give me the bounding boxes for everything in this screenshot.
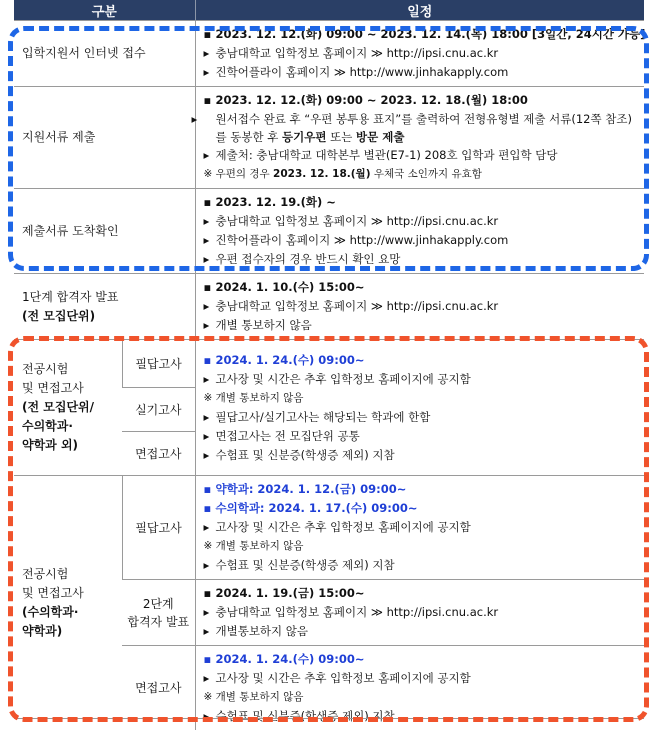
postmark-note: ※ 우편의 경우 2023. 12. 18.(월) 우체국 소인까지 유효함 <box>204 165 641 184</box>
cnu-homepage-link[interactable]: 충남대학교 입학정보 홈페이지 ≫ http://ipsi.cnu.ac.kr <box>216 299 499 313</box>
date-line: ▪ 2024. 1. 10.(수) 15:00~ <box>204 278 641 297</box>
submission-instruction: ▸ 원서접수 완료 후 “우편 봉투용 표지”를 출력하여 전형유형별 제출 서류(12쪽 참조)를 동봉한 후 등기우편 또는 방문 제출 <box>204 110 641 146</box>
vet-date: ▪ 수의학과: 2024. 1. 17.(수) 09:00~ <box>204 499 641 518</box>
table-bottom-rule <box>14 718 644 719</box>
row-online-application <box>14 21 644 87</box>
row-exam-vet-pharmacy <box>14 476 644 580</box>
date-line: ▪ 2024. 1. 19.(금) 15:00~ <box>204 584 641 603</box>
date-line: ▪ 2023. 12. 19.(화) ~ <box>204 193 641 212</box>
row-detail: ▪ 2023. 12. 12.(화) 09:00 ~ 2023. 12. 14.(목) 18:00 [3일간, 24시간 가능] ▸ 충남대학교 입학정보 홈페이지 ≫ http://ipsi.cnu.ac.kr ▸ 진학어플라이 홈페이지 ≫ http://www.jinhakapply.com <box>195 21 644 87</box>
row-detail: ▪ 약학과: 2024. 1. 12.(금) 09:00~ ▪ 수의학과: 2024. 1. 17.(수) 09:00~ ▸ 고사장 및 시간은 추후 입학정보 홈페이지에 공지함 ※ 개별 통보하지 않음 ▸ 수험표 및 신분증(학생증 제외) 지참 <box>195 476 644 580</box>
pharmacy-date: ▪ 약학과: 2024. 1. 12.(금) 09:00~ <box>204 480 641 499</box>
group-label: 전공시험 및 면접고사 (전 모집단위/ 수의학과· 약학과 외) <box>14 340 122 476</box>
row-detail: ▪ 2023. 12. 12.(화) 09:00 ~ 2023. 12. 18.(월) 18:00 ▸ 원서접수 완료 후 “우편 봉투용 표지”를 출력하여 전형유형별 제출 서류(12쪽 참조)를 동봉한 후 등기우편 또는 방문 제출 ▸ 제출처: 충남대학교 대학본부 별관(E7-1) 208호 입학과 편입학 담당 ※ 우편의 경우 2023. 12. 18.(월) 우체국 소인까지 유효함 <box>195 87 644 189</box>
cnu-homepage-link[interactable]: 충남대학교 입학정보 홈페이지 ≫ http://ipsi.cnu.ac.kr <box>216 605 499 619</box>
row-detail: ▪ 2024. 1. 24.(수) 09:00~ ▸ 고사장 및 시간은 추후 입학정보 홈페이지에 공지함 ※ 개별 통보하지 않음 ▸ 수험표 및 신분증(학생증 제외) 지참 <box>195 646 644 730</box>
date-line: ▪ 2024. 1. 24.(수) 09:00~ <box>204 351 641 370</box>
date-line: ▪ 2023. 12. 12.(화) 09:00 ~ 2023. 12. 14.(목) 18:00 [3일간, 24시간 가능] <box>204 25 641 44</box>
group-label: 전공시험 및 면접고사 (수의학과· 약학과) <box>14 476 122 730</box>
date-line: ▪ 2024. 1. 24.(수) 09:00~ <box>204 650 641 669</box>
jinhakapply-link[interactable]: 진학어플라이 홈페이지 ≫ http://www.jinhakapply.com <box>216 65 509 79</box>
row-exam-general <box>14 340 644 388</box>
sub-practical-exam: 실기고사 <box>122 388 195 432</box>
submission-place: 제출처: 충남대학교 대학본부 별관(E7-1) 208호 입학과 편입학 담당 <box>216 148 558 162</box>
row-label: 1단계 합격자 발표 (전 모집단위) <box>14 274 195 340</box>
schedule-table <box>14 0 644 730</box>
date-line: ▪ 2023. 12. 12.(화) 09:00 ~ 2023. 12. 18.(월) 18:00 <box>204 91 641 110</box>
header-schedule: 일정 <box>195 0 644 21</box>
row-detail: ▪ 2024. 1. 24.(수) 09:00~ ▸ 고사장 및 시간은 추후 입학정보 홈페이지에 공지함 ※ 개별 통보하지 않음 ▸ 필답고사/실기고사는 해당되는 학과에 한함 ▸ 면접고사는 전 모집단위 공통 ▸ 수험표 및 신분증(학생증 제외) 지참 <box>195 340 644 476</box>
row-arrival-check <box>14 189 644 274</box>
sub-interview: 면접고사 <box>122 646 195 730</box>
sub-written-exam: 필답고사 <box>122 476 195 580</box>
row-label: 지원서류 제출 <box>14 87 195 189</box>
cnu-homepage-link[interactable]: 충남대학교 입학정보 홈페이지 ≫ http://ipsi.cnu.ac.kr <box>216 46 499 60</box>
row-label: 제출서류 도착확인 <box>14 189 195 274</box>
row-document-submission <box>14 87 644 189</box>
sub-stage2-announcement: 2단계 합격자 발표 <box>122 580 195 646</box>
row-stage1-announcement <box>14 274 644 340</box>
sub-written-exam: 필답고사 <box>122 340 195 388</box>
header-category: 구분 <box>14 0 195 21</box>
row-detail: ▪ 2023. 12. 19.(화) ~ ▸ 충남대학교 입학정보 홈페이지 ≫ http://ipsi.cnu.ac.kr ▸ 진학어플라이 홈페이지 ≫ http://www.jinhakapply.com ▸ 우편 접수자의 경우 반드시 확인 요망 <box>195 189 644 274</box>
sub-interview: 면접고사 <box>122 432 195 476</box>
row-detail: ▪ 2024. 1. 10.(수) 15:00~ ▸ 충남대학교 입학정보 홈페이지 ≫ http://ipsi.cnu.ac.kr ▸ 개별 통보하지 않음 <box>195 274 644 340</box>
cnu-homepage-link[interactable]: 충남대학교 입학정보 홈페이지 ≫ http://ipsi.cnu.ac.kr <box>216 214 499 228</box>
row-detail: ▪ 2024. 1. 19.(금) 15:00~ ▸ 충남대학교 입학정보 홈페이지 ≫ http://ipsi.cnu.ac.kr ▸ 개별통보하지 않음 <box>195 580 644 646</box>
jinhakapply-link[interactable]: 진학어플라이 홈페이지 ≫ http://www.jinhakapply.com <box>216 233 509 247</box>
row-label: 입학지원서 인터넷 접수 <box>14 21 195 87</box>
